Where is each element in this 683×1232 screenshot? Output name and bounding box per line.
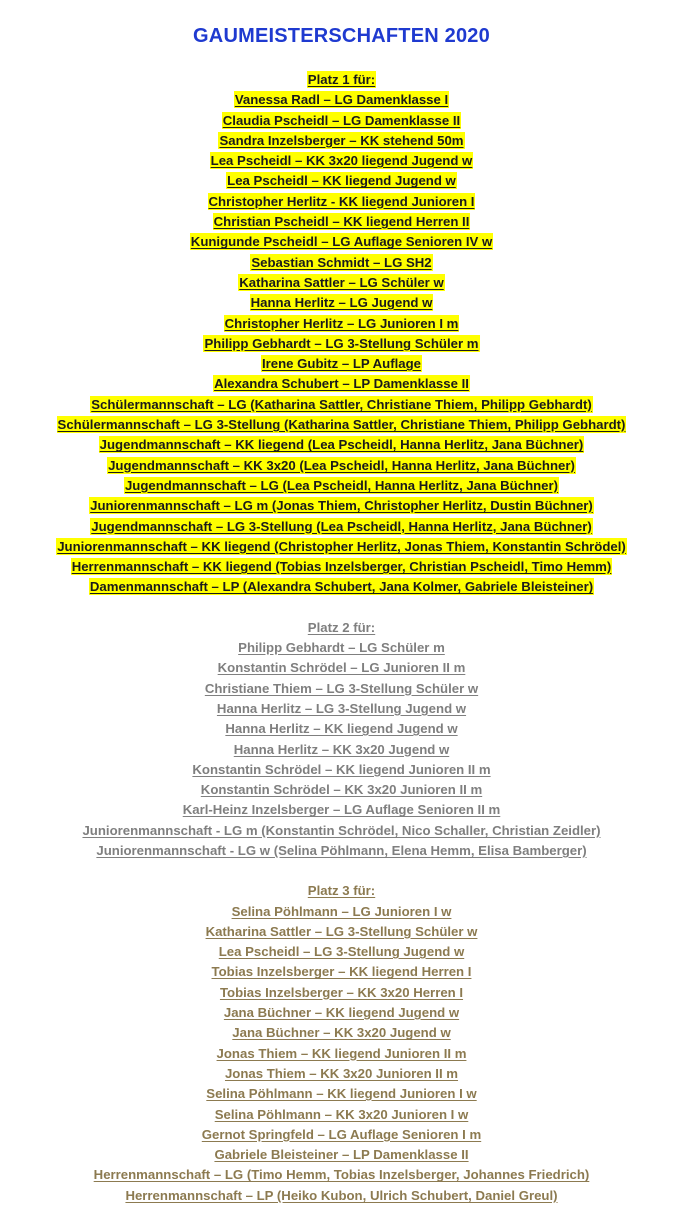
result-entry-text: Jana Büchner – KK liegend Jugend w bbox=[223, 1005, 460, 1021]
result-entry bbox=[0, 1165, 683, 1185]
result-entry-text: Tobias Inzelsberger – KK 3x20 Herren I bbox=[219, 984, 464, 1000]
result-entry-text: Selina Pöhlmann – KK liegend Junioren I w bbox=[206, 1086, 477, 1102]
result-entry bbox=[0, 1064, 683, 1084]
result-entry bbox=[0, 273, 683, 293]
result-entry bbox=[0, 293, 683, 313]
result-entry bbox=[0, 192, 683, 212]
result-entry bbox=[0, 476, 683, 496]
result-entry bbox=[0, 212, 683, 232]
result-entry-text: Konstantin Schrödel – KK 3x20 Junioren II m bbox=[200, 782, 483, 798]
place-2-section bbox=[0, 618, 683, 862]
document-title: GAUMEISTERSCHAFTEN 2020 bbox=[193, 25, 490, 47]
result-entry bbox=[0, 719, 683, 739]
result-entry-text: Claudia Pscheidl – LG Damenklasse II bbox=[222, 112, 461, 128]
result-entry bbox=[0, 740, 683, 760]
result-entry bbox=[0, 577, 683, 597]
result-entry-text: Jonas Thiem – KK 3x20 Junioren II m bbox=[224, 1065, 459, 1081]
result-entry-text: Katharina Sattler – LG 3-Stellung Schüler w bbox=[205, 923, 478, 939]
place-3-section bbox=[0, 881, 683, 1206]
result-entry bbox=[0, 1186, 683, 1206]
result-entry bbox=[0, 90, 683, 110]
result-entry bbox=[0, 171, 683, 191]
result-entry bbox=[0, 496, 683, 516]
result-entry-text: Tobias Inzelsberger – KK liegend Herren I bbox=[211, 964, 472, 980]
result-entry-text: Lea Pscheidl – KK liegend Jugend w bbox=[227, 173, 456, 189]
result-entry bbox=[0, 111, 683, 131]
result-entry bbox=[0, 1125, 683, 1145]
result-entry bbox=[0, 638, 683, 658]
result-entry bbox=[0, 415, 683, 435]
result-entry-text: Hanna Herlitz – LG 3-Stellung Jugend w bbox=[216, 700, 467, 716]
result-entry bbox=[0, 456, 683, 476]
place-1-heading bbox=[0, 70, 683, 90]
place-heading-text: Platz 2 für: bbox=[307, 619, 376, 635]
result-entry-text: Hanna Herlitz – KK liegend Jugend w bbox=[225, 721, 458, 737]
place-2-heading bbox=[0, 618, 683, 638]
result-entry bbox=[0, 699, 683, 719]
result-entry bbox=[0, 151, 683, 171]
result-entry bbox=[0, 942, 683, 962]
result-entry-text: Gernot Springfeld – LG Auflage Senioren I m bbox=[201, 1126, 482, 1142]
result-entry-text: Herrenmannschaft – KK liegend (Tobias Inzelsberger, Christian Pscheidl, Timo Hemm) bbox=[71, 559, 612, 575]
result-entry-text: Konstantin Schrödel – KK liegend Junioren II m bbox=[192, 761, 491, 777]
result-entry-text: Katharina Sattler – LG Schüler w bbox=[239, 274, 444, 290]
result-entry bbox=[0, 780, 683, 800]
result-entry-text: Kunigunde Pscheidl – LG Auflage Senioren IV w bbox=[190, 234, 493, 250]
result-entry-text: Lea Pscheidl – KK 3x20 liegend Jugend w bbox=[210, 153, 473, 169]
place-heading-text: Platz 3 für: bbox=[307, 883, 376, 899]
result-entry-text: Christiane Thiem – LG 3-Stellung Schüler w bbox=[204, 680, 479, 696]
result-entry bbox=[0, 1023, 683, 1043]
result-entry-text: Philipp Gebhardt – LG Schüler m bbox=[238, 640, 445, 656]
result-entry-text: Juniorenmannschaft - LG w (Selina Pöhlmann, Elena Hemm, Elisa Bamberger) bbox=[96, 842, 587, 858]
result-entry bbox=[0, 1145, 683, 1165]
result-entry-text: Hanna Herlitz – LG Jugend w bbox=[250, 295, 433, 311]
result-entry-text: Alexandra Schubert – LP Damenklasse II bbox=[214, 376, 469, 392]
result-entry-text: Christian Pscheidl – KK liegend Herren II bbox=[213, 214, 470, 230]
result-entry-text: Irene Gubitz – LP Auflage bbox=[261, 356, 421, 372]
result-entry-text: Vanessa Radl – LG Damenklasse I bbox=[234, 92, 449, 108]
result-entry bbox=[0, 374, 683, 394]
result-entry-text: Christopher Herlitz – LG Junioren I m bbox=[224, 315, 459, 331]
result-entry bbox=[0, 821, 683, 841]
result-entry-text: Gabriele Bleisteiner – LP Damenklasse II bbox=[214, 1147, 469, 1163]
result-entry bbox=[0, 517, 683, 537]
result-entry-text: Herrenmannschaft – LP (Heiko Kubon, Ulrich Schubert, Daniel Greul) bbox=[125, 1187, 558, 1203]
result-entry-text: Jugendmannschaft – KK liegend (Lea Pscheidl, Hanna Herlitz, Jana Büchner) bbox=[99, 437, 584, 453]
place-heading-text: Platz 1 für: bbox=[307, 72, 376, 87]
result-entry bbox=[0, 557, 683, 577]
result-entry-text: Jana Büchner – KK 3x20 Jugend w bbox=[232, 1025, 451, 1041]
result-entry-text: Jugendmannschaft – LG 3-Stellung (Lea Pscheidl, Hanna Herlitz, Jana Büchner) bbox=[91, 518, 592, 534]
result-entry-text: Schülermannschaft – LG 3-Stellung (Katharina Sattler, Christiane Thiem, Philipp Gebhardt) bbox=[57, 417, 626, 433]
result-entry-text: Herrenmannschaft – LG (Timo Hemm, Tobias Inzelsberger, Johannes Friedrich) bbox=[93, 1167, 590, 1183]
result-entry bbox=[0, 537, 683, 557]
result-entry-text: Hanna Herlitz – KK 3x20 Jugend w bbox=[233, 741, 450, 757]
result-entry bbox=[0, 435, 683, 455]
place-1-section bbox=[0, 70, 683, 598]
result-entry bbox=[0, 1084, 683, 1104]
result-entry bbox=[0, 800, 683, 820]
result-entry-text: Juniorenmannschaft – LG m (Jonas Thiem, Christopher Herlitz, Dustin Büchner) bbox=[90, 498, 593, 514]
result-entry-text: Sebastian Schmidt – LG SH2 bbox=[251, 254, 432, 270]
result-entry bbox=[0, 1044, 683, 1064]
result-entry-text: Damenmannschaft – LP (Alexandra Schubert, Jana Kolmer, Gabriele Bleisteiner) bbox=[89, 579, 594, 595]
result-entry bbox=[0, 232, 683, 252]
result-entry-text: Jugendmannschaft – LG (Lea Pscheidl, Hanna Herlitz, Jana Büchner) bbox=[124, 477, 559, 493]
result-entry-text: Jonas Thiem – KK liegend Junioren II m bbox=[216, 1045, 467, 1061]
result-entry bbox=[0, 902, 683, 922]
result-entry bbox=[0, 253, 683, 273]
result-entry bbox=[0, 983, 683, 1003]
result-entry-text: Konstantin Schrödel – LG Junioren II m bbox=[217, 660, 466, 676]
result-entry-text: Philipp Gebhardt – LG 3-Stellung Schüler m bbox=[204, 335, 479, 351]
place-3-heading bbox=[0, 881, 683, 901]
result-entry-text: Karl-Heinz Inzelsberger – LG Auflage Senioren II m bbox=[182, 802, 501, 818]
result-entry-text: Schülermannschaft – LG (Katharina Sattler, Christiane Thiem, Philipp Gebhardt) bbox=[91, 396, 592, 412]
result-entry bbox=[0, 658, 683, 678]
result-entry-text: Lea Pscheidl – LG 3-Stellung Jugend w bbox=[218, 944, 465, 960]
result-entry-text: Jugendmannschaft – KK 3x20 (Lea Pscheidl, Hanna Herlitz, Jana Büchner) bbox=[108, 457, 575, 473]
result-entry bbox=[0, 1105, 683, 1125]
result-entry bbox=[0, 314, 683, 334]
result-entry bbox=[0, 395, 683, 415]
result-entry bbox=[0, 922, 683, 942]
result-entry-text: Selina Pöhlmann – KK 3x20 Junioren I w bbox=[214, 1106, 469, 1122]
result-entry bbox=[0, 334, 683, 354]
result-entry-text: Sandra Inzelsberger – KK stehend 50m bbox=[219, 132, 464, 148]
result-entry-text: Selina Pöhlmann – LG Junioren I w bbox=[231, 903, 452, 919]
result-entry bbox=[0, 760, 683, 780]
result-entry bbox=[0, 962, 683, 982]
result-entry-text: Juniorenmannschaft - LG m (Konstantin Schrödel, Nico Schaller, Christian Zeidler) bbox=[82, 822, 601, 838]
result-entry bbox=[0, 1003, 683, 1023]
result-entry bbox=[0, 131, 683, 151]
result-entry bbox=[0, 354, 683, 374]
result-entry-text: Juniorenmannschaft – KK liegend (Christopher Herlitz, Jonas Thiem, Konstantin Schrödel) bbox=[57, 538, 626, 554]
result-entry bbox=[0, 679, 683, 699]
result-entry-text: Christopher Herlitz - KK liegend Junioren I bbox=[208, 193, 475, 209]
result-entry bbox=[0, 841, 683, 861]
